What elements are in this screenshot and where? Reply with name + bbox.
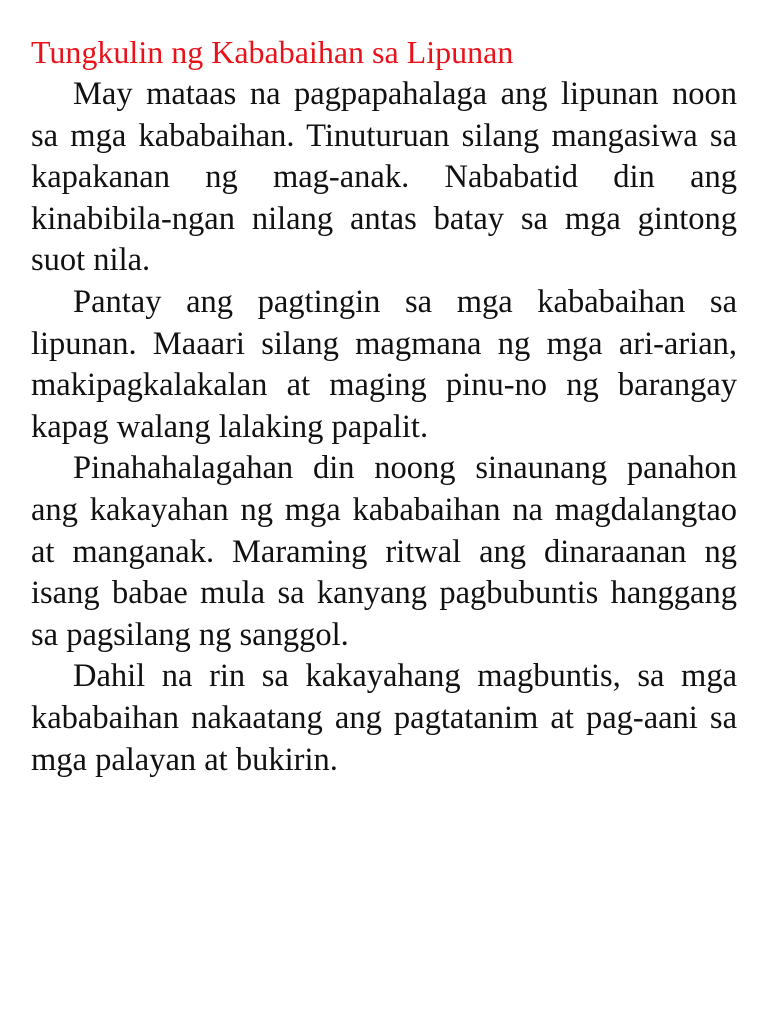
paragraph-4: Dahil na rin sa kakayahang magbuntis, sa mga kababaihan nakaatang ang pagtatanim at pag-aani sa mga palayan at bukirin. [31, 658, 737, 778]
document-title: Tungkulin ng Kababaihan sa Lipunan [31, 34, 514, 70]
paragraph-2: Pantay ang pagtingin sa mga kababaihan sa lipunan. Maaari silang magmana ng mga ari-arian, makipagkalakalan at maging pinu-no ng barangay kapag walang lalaking papalit. [31, 283, 737, 445]
document-page [31, 30, 737, 781]
paragraph-3: Pinahahalagahan din noong sinaunang panahon ang kakayahan ng mga kababaihan na magdalangtao at manganak. Maraming ritwal ang dinaraanan ng isang babae mula sa kanyang pagbubuntis hanggang sa pagsilang ng sanggol. [31, 450, 737, 653]
paragraph-1: May mataas na pagpapahalaga ang lipunan noon sa mga kababaihan. Tinuturuan silang mangasiwa sa kapakanan ng mag-anak. Nababatid din ang kinabibila-ngan nilang antas batay sa mga gintong suot nila. [31, 76, 737, 279]
